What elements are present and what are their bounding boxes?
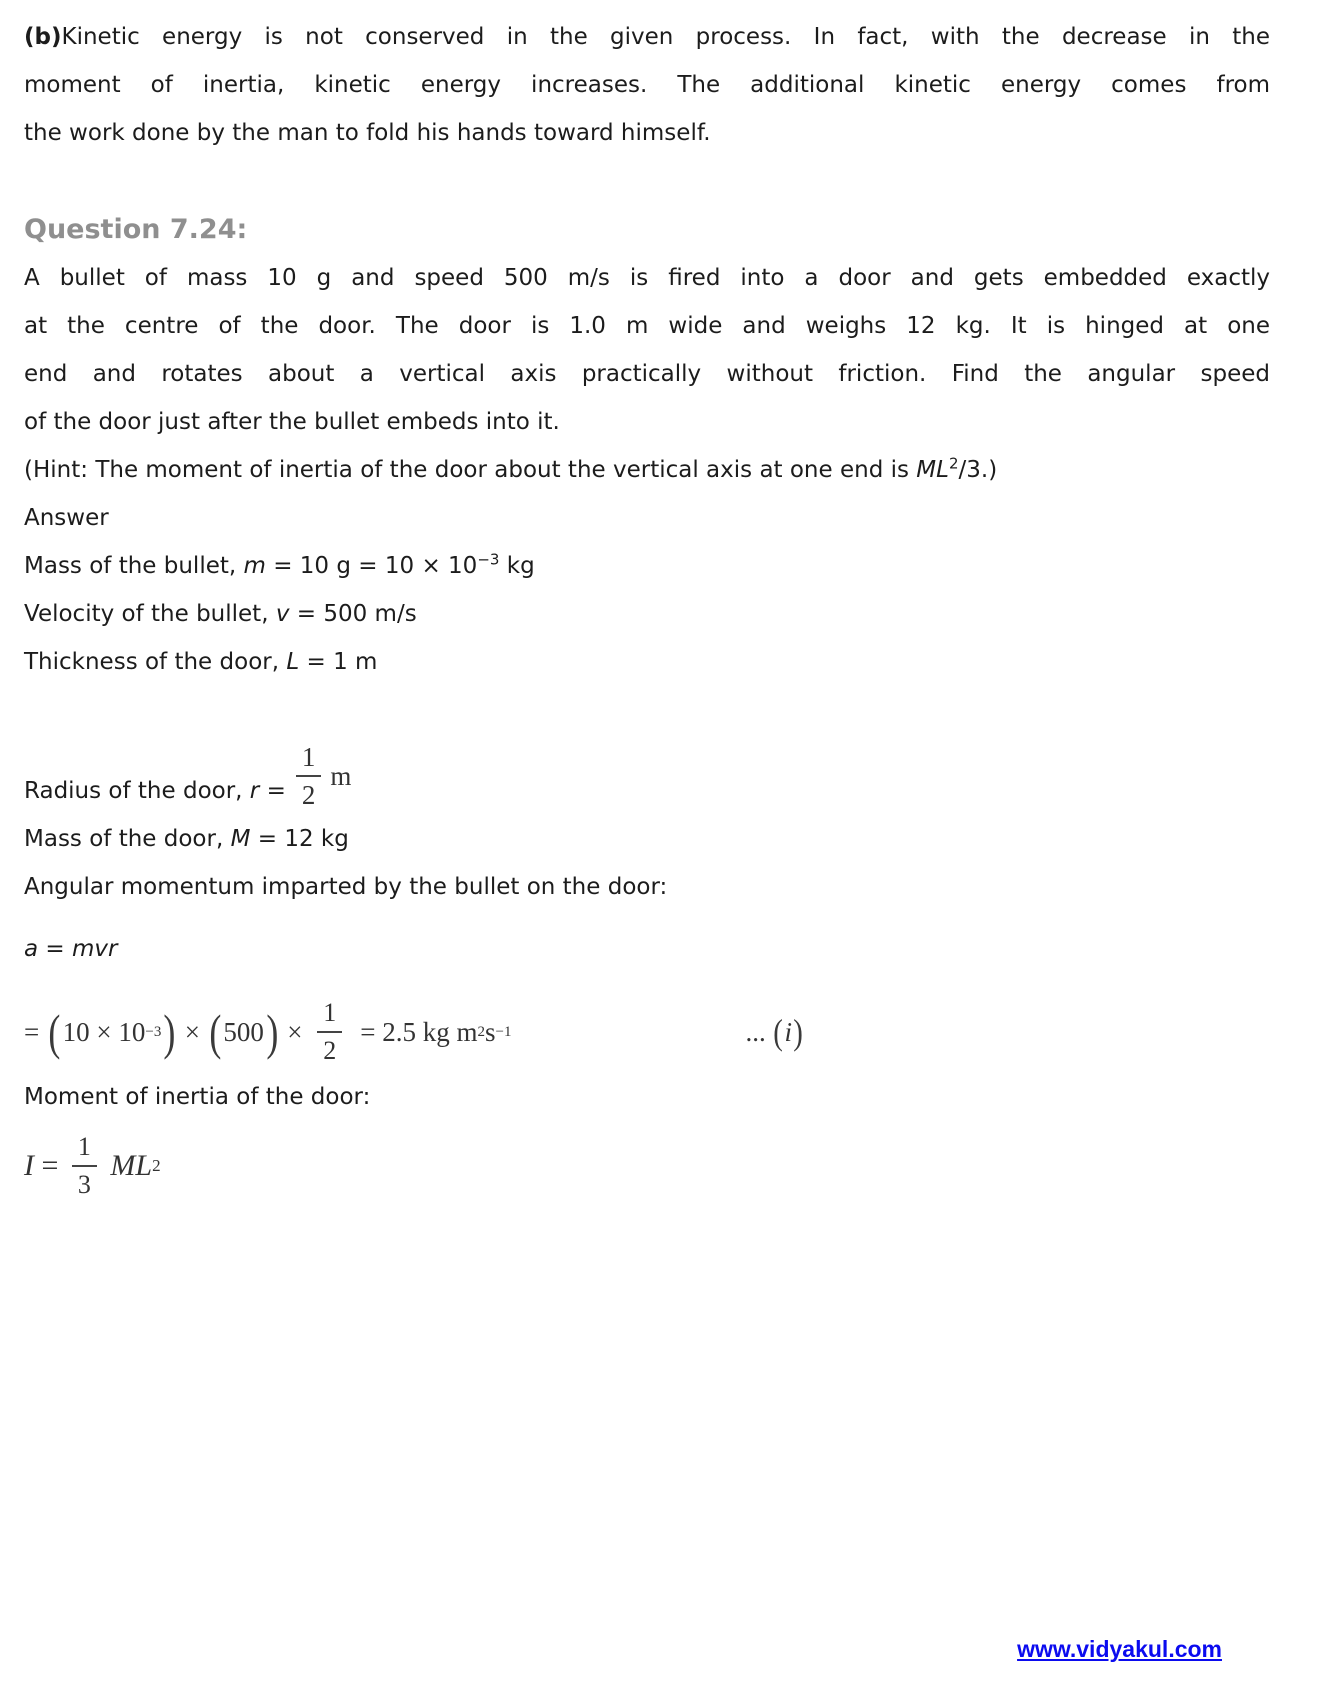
alpha-equation	[24, 925, 1270, 973]
question-line3: end and rotates about a vertical axis practically without friction. Find the angular speed	[24, 361, 1270, 387]
para-b-line3: the work done by the man to fold his hands toward himself.	[24, 120, 711, 146]
fraction-one-half	[317, 997, 342, 1067]
hint-line	[24, 446, 1270, 494]
radius-unit: m	[330, 761, 352, 791]
fraction-numerator: 1	[72, 1131, 97, 1167]
mass-bullet-variable: m	[243, 553, 266, 579]
eq-times2: ×	[280, 1017, 310, 1047]
fraction-one-half	[296, 741, 322, 811]
velocity-text: Velocity of the bullet,	[24, 601, 276, 627]
fraction-numerator: 1	[296, 741, 322, 777]
equation-reference: ... ( i )	[745, 1008, 804, 1056]
equation-moment-of-inertia: I = $\frac{1}{3}$ ML 2	[24, 1132, 161, 1199]
hint-superscript: 2	[948, 454, 959, 473]
inertia-rhs: ML	[102, 1149, 153, 1182]
para-b-line1-text: Kinetic energy is not conserved in the given process. In fact, with the decrease in the	[61, 24, 1270, 50]
thickness-text: Thickness of the door,	[24, 649, 287, 675]
angular-momentum-heading: Angular momentum imparted by the bullet on the door:	[24, 874, 668, 900]
fraction-one-third	[72, 1131, 97, 1201]
fraction-denominator: 3	[77, 1170, 91, 1199]
radius-variable: r	[249, 778, 260, 804]
radius-label: Radius of the door,	[24, 778, 250, 804]
eq-term2: 500	[223, 1017, 264, 1047]
thickness-variable: L	[286, 649, 300, 675]
moment-heading: Moment of inertia of the door:	[24, 1084, 371, 1110]
thickness-line	[24, 638, 1270, 686]
para-b-line2: moment of inertia, kinetic energy increases. The additional kinetic energy comes from	[24, 72, 1270, 98]
vidyakul-footer-link[interactable]: www.vidyakul.com	[1017, 1636, 1222, 1662]
velocity-value: = 500 m/s	[289, 601, 417, 627]
question-line4: of the door just after the bullet embeds into it.	[24, 409, 560, 435]
radius-equals: =	[259, 778, 286, 804]
question-line2: at the centre of the door. The door is 1.0 m wide and weighs 12 kg. It is hinged at one	[24, 313, 1270, 339]
inertia-lhs: I	[24, 1149, 34, 1182]
radius-text	[24, 767, 286, 815]
radius-fraction	[296, 741, 352, 811]
alpha-equals: =	[38, 936, 73, 962]
eq-result: = 2.5 kg m	[360, 1017, 478, 1047]
ref-index: i	[784, 1017, 792, 1047]
mass-bullet-line	[24, 542, 1270, 590]
mass-door-variable: M	[230, 826, 251, 852]
eq-term1: 10 × 10	[62, 1017, 146, 1047]
eq-result-unit: s	[485, 1017, 496, 1047]
alpha-lhs: a	[24, 936, 39, 962]
velocity-line	[24, 590, 1270, 638]
mass-door-line	[24, 815, 1270, 863]
mass-bullet-unit: kg	[499, 553, 535, 579]
inertia-equals: =	[34, 1149, 66, 1182]
para-b-label: (b)	[24, 24, 62, 50]
question-heading: Question 7.24:	[24, 214, 248, 245]
mass-door-value: = 12 kg	[250, 826, 349, 852]
velocity-variable: v	[275, 601, 290, 627]
hint-text: (Hint: The moment of inertia of the door about the vertical axis at one end is	[24, 457, 917, 483]
equation-i: = ( 10 × 10 −3 ) × ( 500 ) × $\frac{1}{2}$ = 2.5 kg m 2 s −1 ... ( i )	[24, 998, 803, 1065]
eq-equals: =	[24, 1017, 46, 1047]
eq-times1: ×	[178, 1017, 207, 1047]
question-line1: A bullet of mass 10 g and speed 500 m/s is fired into a door and gets embedded exactly	[24, 265, 1270, 291]
fraction-numerator: 1	[317, 997, 342, 1033]
radius-line	[24, 720, 1270, 815]
mass-bullet-value: = 10 g = 10 × 10	[265, 553, 478, 579]
fraction-denominator: 2	[323, 1036, 337, 1065]
hint-tail: /3.)	[958, 457, 998, 483]
mass-bullet-text: Mass of the bullet,	[24, 553, 244, 579]
mass-door-text: Mass of the door,	[24, 826, 231, 852]
hint-variable: ML	[916, 457, 949, 483]
fraction-denominator: 2	[301, 780, 316, 810]
alpha-rhs: mvr	[72, 936, 118, 962]
ref-dots: ...	[745, 1017, 773, 1047]
para-b-line1	[24, 13, 1270, 61]
answer-label: Answer	[24, 505, 109, 531]
mass-bullet-superscript: −3	[477, 550, 500, 569]
thickness-value: = 1 m	[299, 649, 378, 675]
